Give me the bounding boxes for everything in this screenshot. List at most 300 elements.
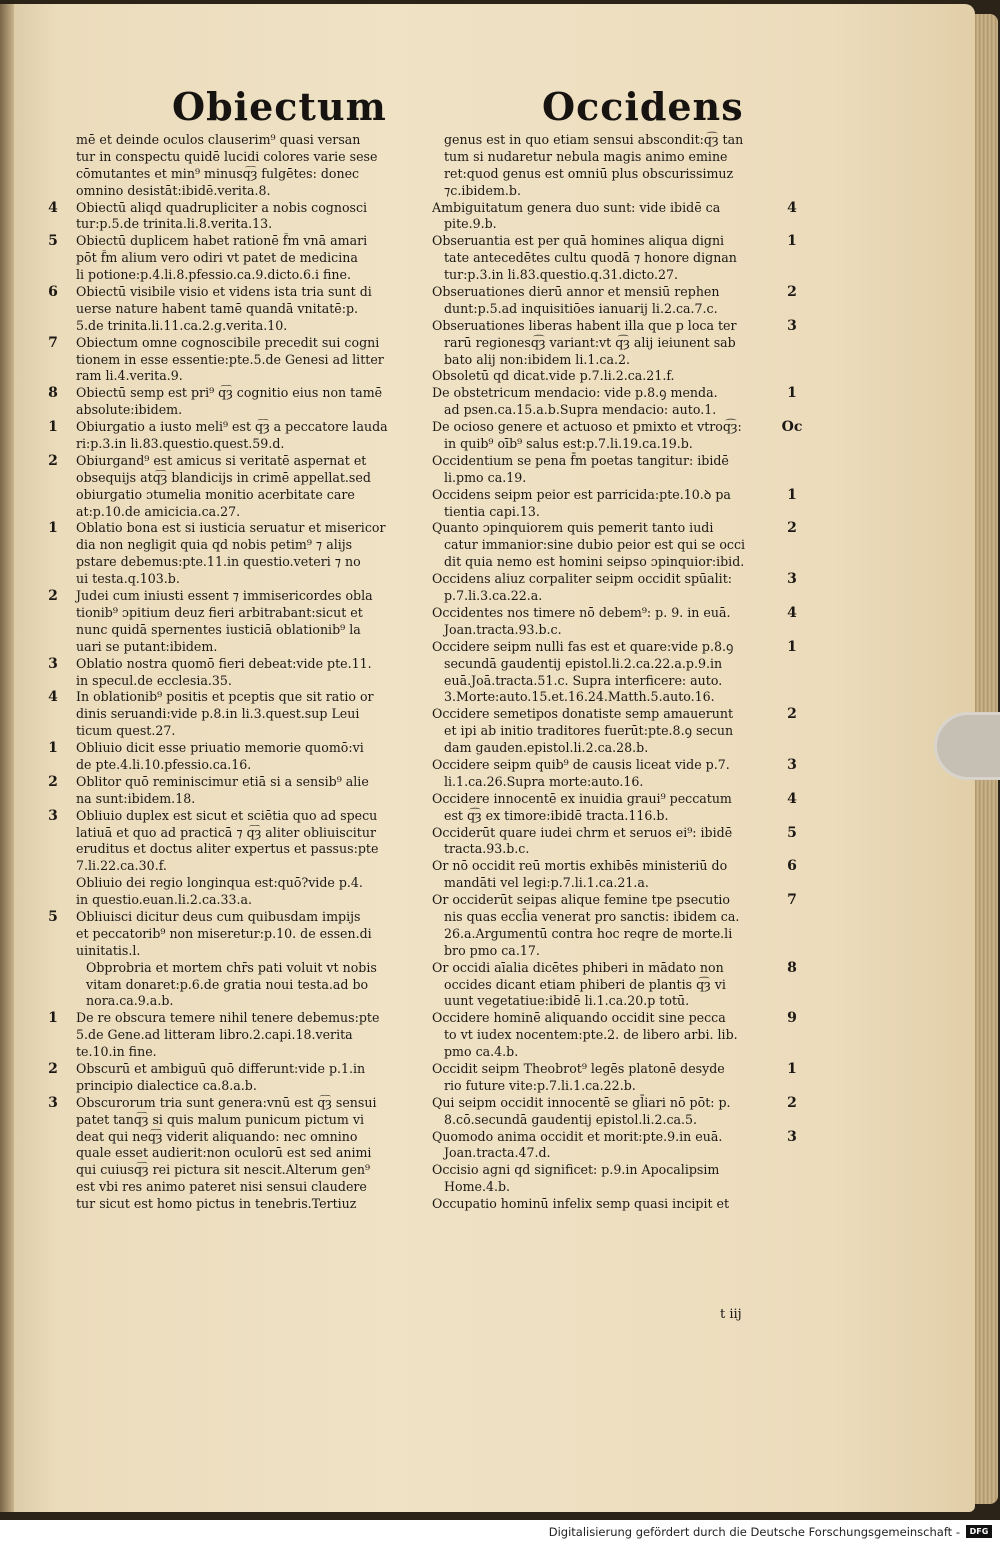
- text-line: [44, 453, 436, 470]
- text-line: [428, 1027, 818, 1044]
- entry-number: 1: [787, 233, 797, 250]
- text-line: [428, 960, 818, 977]
- text-line: [44, 166, 436, 183]
- text-line: [44, 791, 436, 808]
- entry-text: vitam donaret:p.6.de gratia noui testa.ad bo: [86, 976, 369, 992]
- entry-text: Obseruantia est per quā homines aliqua digni: [432, 233, 725, 249]
- entry-text: est q͡ȝ ex timore:ibidē tracta.116.b.: [444, 807, 669, 823]
- entry-text: Obliuio dicit esse priuatio memorie quomō:vi: [76, 740, 364, 756]
- signature-mark: t iij: [720, 1307, 742, 1322]
- text-line: [44, 436, 436, 453]
- entry-text: tur in conspectu quidē lucidi colores varie sese: [76, 148, 378, 164]
- text-line: [428, 706, 818, 723]
- text-line: [44, 470, 436, 487]
- entry-text: ad psen.ca.15.a.b.Supra mendacio: auto.1.: [444, 402, 717, 418]
- entry-text: pmo ca.4.b.: [444, 1044, 519, 1060]
- text-line: [428, 926, 818, 943]
- text-line: [428, 656, 818, 673]
- text-line: [44, 149, 436, 166]
- entry-text: pōt f̄m alium vero odiri vt patet de medicina: [76, 250, 358, 266]
- text-line: [44, 368, 436, 385]
- entry-text: Occidentium se pena f̄m poetas tangitur: ibidē: [432, 452, 729, 468]
- entry-text: ticum quest.27.: [76, 723, 176, 739]
- text-line: [44, 960, 436, 977]
- entry-text: cōmutantes et min⁹ minusq͡ȝ fulgētes: donec: [76, 165, 360, 181]
- entry-number: 4: [787, 604, 797, 621]
- text-line: [44, 808, 436, 825]
- entry-text: in specul.de ecclesia.35.: [76, 672, 232, 688]
- entry-text: catur immanior:sine dubio peior est qui se occi: [444, 537, 746, 553]
- text-line: [428, 892, 818, 909]
- text-line: [428, 1112, 818, 1129]
- entry-number: 5: [787, 824, 797, 841]
- entry-number: 7: [787, 892, 797, 909]
- entry-text: tracta.93.b.c.: [444, 841, 530, 857]
- entry-text: tum si nudaretur nebula magis animo emine: [444, 148, 728, 164]
- dfg-logo: DFG: [966, 1525, 992, 1538]
- entry-number: 3: [48, 807, 58, 824]
- entry-number: 8: [787, 959, 797, 976]
- entry-text: principio dialectice ca.8.a.b.: [76, 1077, 257, 1093]
- text-line: [428, 1196, 818, 1213]
- text-line: [428, 183, 818, 200]
- text-line: [428, 723, 818, 740]
- text-line: [44, 639, 436, 656]
- entry-number: 7: [48, 334, 58, 351]
- text-line: [428, 1078, 818, 1095]
- entry-text: et ipi ab initio traditores fuerūt:pte.8.ꝯ secun: [444, 723, 734, 739]
- entry-text: at:p.10.de amicicia.ca.27.: [76, 503, 241, 519]
- text-line: [428, 335, 818, 352]
- entry-text: et peccatorib⁹ non miseretur:p.10. de essen.di: [76, 925, 372, 941]
- entry-text: Obiectū semp est pri⁹ q͡ȝ cognitio eius non tamē: [76, 385, 383, 401]
- text-line: [428, 588, 818, 605]
- entry-text: Obiurgand⁹ est amicus si veritatē aspernat et: [76, 452, 367, 468]
- entry-text: 7.li.22.ca.30.f.: [76, 858, 167, 874]
- entry-text: In oblationib⁹ positis et pceptis que sit ratio or: [76, 689, 374, 705]
- text-line: [428, 267, 818, 284]
- entry-number: 6: [48, 284, 58, 301]
- entry-text: Occidere innocentē ex inuidia graui⁹ peccatum: [432, 790, 732, 806]
- entry-text: Occidens aliuz corpaliter seipm occidit spūalit:: [432, 571, 733, 587]
- text-line: [44, 571, 436, 588]
- text-line: [44, 335, 436, 352]
- entry-text: De re obscura temere nihil tenere debemus:pte: [76, 1010, 380, 1026]
- text-line: [428, 825, 818, 842]
- entry-text: obiurgatio ɔtumelia monitio acerbitate care: [76, 486, 355, 502]
- text-line: [44, 520, 436, 537]
- entry-text: Obseruationes liberas habent illa que p loca ter: [432, 317, 737, 333]
- entry-text: 5.de trinita.li.11.ca.2.g.verita.10.: [76, 317, 288, 333]
- entry-number: 2: [787, 520, 797, 537]
- text-line: [428, 385, 818, 402]
- entry-text: uari se putant:ibidem.: [76, 638, 218, 654]
- entry-number: 4: [787, 790, 797, 807]
- entry-text: Obiurgatio a iusto meli⁹ est q͡ȝ a peccatore lauda: [76, 419, 388, 435]
- entry-number: 4: [48, 199, 58, 216]
- text-line: [44, 1078, 436, 1095]
- text-line: [44, 673, 436, 690]
- entry-number: 5: [48, 233, 58, 250]
- entry-text: Occidens seipm peior est parricida:pte.10.ꝺ pa: [432, 486, 731, 502]
- entry-text: uerse nature habent tamē quandā vnitatē:p.: [76, 300, 359, 316]
- text-line: [44, 723, 436, 740]
- entry-text: Obiectū duplicem habet rationē f̄m vnā amari: [76, 233, 368, 249]
- text-line: [428, 250, 818, 267]
- text-line: [428, 318, 818, 335]
- text-line: [428, 858, 818, 875]
- text-line: [428, 909, 818, 926]
- entry-text: li potione:p.4.li.8.pfessio.ca.9.dicto.6.i fine.: [76, 267, 351, 283]
- entry-text: qui cuiusq͡ȝ rei pictura sit nescit.Alterum gen⁹: [76, 1162, 371, 1178]
- text-line: [428, 740, 818, 757]
- text-line: [428, 774, 818, 791]
- text-line: [44, 774, 436, 791]
- entry-number: 2: [787, 284, 797, 301]
- entry-text: ui testa.q.103.b.: [76, 571, 180, 587]
- text-line: [44, 352, 436, 369]
- text-line: [44, 284, 436, 301]
- entry-text: absolute:ibidem.: [76, 402, 183, 418]
- entry-number: 2: [48, 588, 58, 605]
- entry-text: Ambiguitatum genera duo sunt: vide ibidē ca: [432, 199, 721, 215]
- text-line: [44, 977, 436, 994]
- entry-text: tur sicut est homo pictus in tenebris.Tertiuz: [76, 1196, 357, 1212]
- text-line: [428, 301, 818, 318]
- page-clip: [934, 712, 1000, 780]
- text-line: [428, 791, 818, 808]
- text-line: [428, 757, 818, 774]
- entry-text: Qui seipm occidit innocentē se gl̄iari nō pōt: p.: [432, 1094, 731, 1110]
- entry-text: li.pmo ca.19.: [444, 469, 527, 485]
- text-line: [44, 554, 436, 571]
- text-line: [44, 1129, 436, 1146]
- entry-text: nis quas eccl̄ia venerat pro sanctis: ibidem ca.: [444, 908, 740, 924]
- text-line: [44, 689, 436, 706]
- entry-number: 1: [48, 419, 58, 436]
- entry-text: tur:p.5.de trinita.li.8.verita.13.: [76, 216, 273, 232]
- entry-number: 9: [787, 1010, 797, 1027]
- running-head-left: Obiectum: [172, 84, 387, 129]
- text-line: [44, 537, 436, 554]
- entry-text: Quanto ɔpinquiorem quis pemerit tanto iudi: [432, 520, 714, 536]
- text-line: [44, 301, 436, 318]
- entry-text: omnino desistāt:ibidē.verita.8.: [76, 182, 271, 198]
- text-line: [44, 200, 436, 217]
- entry-text: Obliuisci dicitur deus cum quibusdam impijs: [76, 908, 361, 924]
- text-line: [428, 673, 818, 690]
- entry-number: Oc: [781, 419, 803, 436]
- text-line: [44, 858, 436, 875]
- text-line: [44, 1179, 436, 1196]
- entry-text: dam gauden.epistol.li.2.ca.28.b.: [444, 740, 649, 756]
- entry-number: 4: [787, 199, 797, 216]
- text-line: [428, 1010, 818, 1027]
- text-line: [44, 1044, 436, 1061]
- entry-text: Or nō occidit reū mortis exhibēs ministeriū do: [432, 858, 728, 874]
- text-line: [428, 622, 818, 639]
- entry-text: bro pmo ca.17.: [444, 942, 540, 958]
- entry-number: 3: [787, 317, 797, 334]
- entry-text: dinis seruandi:vide p.8.in li.3.quest.sup Leui: [76, 706, 360, 722]
- entry-text: Obscurū et ambiguū quō differunt:vide p.1.in: [76, 1060, 366, 1076]
- text-line: [44, 588, 436, 605]
- text-line: [44, 943, 436, 960]
- text-line: [44, 993, 436, 1010]
- entry-text: uinitatis.l.: [76, 942, 141, 958]
- text-line: [428, 1179, 818, 1196]
- entry-text: Obseruationes dierū annor et mensiū rephen: [432, 284, 720, 300]
- entry-text: Obsoletū qd dicat.vide p.7.li.2.ca.21.f.: [432, 368, 675, 384]
- text-line: [428, 166, 818, 183]
- entry-number: 2: [48, 1060, 58, 1077]
- entry-number: 6: [787, 858, 797, 875]
- entry-number: 8: [48, 385, 58, 402]
- entry-text: Occisio agni qd significet: p.9.in Apocalipsim: [432, 1162, 720, 1178]
- entry-text: eruditus et doctus aliter expertus et passus:pte: [76, 841, 379, 857]
- entry-text: Joan.tracta.93.b.c.: [444, 621, 562, 637]
- text-line: [44, 402, 436, 419]
- running-head-right: Occidens: [542, 84, 744, 129]
- text-line: [44, 385, 436, 402]
- entry-text: quale esset audierit:non oculorū est sed animi: [76, 1145, 372, 1161]
- entry-text: Joan.tracta.47.d.: [444, 1145, 551, 1161]
- entry-text: tientia capi.13.: [444, 503, 540, 519]
- entry-text: 5.de Gene.ad litteram libro.2.capi.18.verita: [76, 1027, 353, 1043]
- text-line: [428, 284, 818, 301]
- entry-number: 1: [787, 638, 797, 655]
- text-line: [44, 132, 436, 149]
- text-line: [428, 689, 818, 706]
- entry-number: 2: [48, 452, 58, 469]
- text-line: [44, 267, 436, 284]
- text-line: [428, 554, 818, 571]
- text-line: [44, 1196, 436, 1213]
- entry-text: 8.cō.secundā gaudentij epistol.li.2.ca.5.: [444, 1111, 698, 1127]
- text-line: [428, 875, 818, 892]
- entry-number: 1: [787, 1060, 797, 1077]
- text-line: [428, 470, 818, 487]
- text-line: [428, 132, 818, 149]
- entry-text: to vt iudex nocentem:pte.2. de libero arbi. lib.: [444, 1027, 738, 1043]
- entry-number: 3: [787, 1128, 797, 1145]
- text-line: [44, 419, 436, 436]
- text-line: [44, 1061, 436, 1078]
- book-gutter: [0, 4, 14, 1512]
- entry-number: 5: [48, 908, 58, 925]
- text-line: [44, 706, 436, 723]
- entry-text: occides dicant etiam phiberi de plantis q͡ȝ vi: [444, 976, 726, 992]
- entry-text: Oblatio nostra quomō fieri debeat:vide pte.11.: [76, 655, 372, 671]
- text-line: [44, 656, 436, 673]
- entry-text: Occidit seipm Theobrot⁹ legēs platonē desyde: [432, 1060, 725, 1076]
- text-line: [44, 926, 436, 943]
- entry-text: tionem in esse essentie:pte.5.de Genesi ad litter: [76, 351, 384, 367]
- entry-text: obsequijs atq͡ȝ blandicijs in crimē appellat.sed: [76, 469, 371, 485]
- entry-text: in quib⁹ oīb⁹ salus est:p.7.li.19.ca.19.b.: [444, 436, 693, 452]
- text-line: [428, 1129, 818, 1146]
- text-line: [428, 520, 818, 537]
- entry-number: 3: [48, 655, 58, 672]
- entry-text: na sunt:ibidem.18.: [76, 790, 196, 806]
- text-line: [428, 402, 818, 419]
- text-line: [44, 757, 436, 774]
- entry-text: Oblitor quō reminiscimur etiā si a sensib⁹ alie: [76, 773, 369, 789]
- entry-text: nora.ca.9.a.b.: [86, 993, 174, 1009]
- entry-text: Obiectū visibile visio et videns ista tria sunt di: [76, 284, 372, 300]
- entry-text: de pte.4.li.10.pfessio.ca.16.: [76, 756, 252, 772]
- entry-text: De obstetricum mendacio: vide p.8.ꝯ menda.: [432, 385, 718, 401]
- entry-text: Or occidi aīalia dicētes phiberi in mādato non: [432, 959, 724, 975]
- entry-text: uunt vegetatiue:ibidē li.1.ca.20.p totū.: [444, 993, 690, 1009]
- entry-text: 3.Morte:auto.15.et.16.24.Matth.5.auto.16.: [444, 689, 715, 705]
- entry-text: latiuā et quo ad practicā ⁊ q͡ȝ aliter obliuiscitur: [76, 824, 376, 840]
- entry-text: ri:p.3.in li.83.questio.quest.59.d.: [76, 436, 285, 452]
- right-column: [428, 132, 818, 1213]
- text-line: [428, 841, 818, 858]
- text-line: [428, 453, 818, 470]
- entry-text: Occidere hominē aliquando occidit sine pecca: [432, 1010, 726, 1026]
- text-line: [44, 1145, 436, 1162]
- entry-text: Judei cum iniusti essent ⁊ immisericordes obla: [76, 588, 373, 604]
- text-line: [44, 318, 436, 335]
- text-line: [428, 504, 818, 521]
- entry-text: Home.4.b.: [444, 1179, 511, 1195]
- text-line: [44, 504, 436, 521]
- entry-text: deat qui neq͡ȝ viderit aliquando: nec omnino: [76, 1128, 358, 1144]
- entry-text: nunc quidā spernentes iusticiā oblationib⁹ la: [76, 621, 361, 637]
- text-line: [428, 571, 818, 588]
- text-line: [44, 909, 436, 926]
- entry-text: tate antecedētes cultu quodā ⁊ honore dignan: [444, 250, 737, 266]
- text-line: [428, 149, 818, 166]
- text-line: [44, 216, 436, 233]
- text-line: [428, 216, 818, 233]
- entry-text: Obprobria et mortem chr̄s pati voluit vt nobis: [86, 959, 377, 975]
- entry-number: 2: [48, 773, 58, 790]
- entry-text: Occiderūt quare iudei chrm et seruos ei⁹: ibidē: [432, 824, 733, 840]
- book-page: [0, 4, 975, 1512]
- text-line: [428, 1061, 818, 1078]
- entry-text: genus est in quo etiam sensui abscondit:q͡ȝ tan: [444, 132, 744, 147]
- entry-text: Obliuio duplex est sicut et sciētia quo ad specu: [76, 807, 378, 823]
- text-line: [44, 233, 436, 250]
- entry-number: 2: [787, 706, 797, 723]
- text-line: [44, 740, 436, 757]
- entry-text: mē et deinde oculos clauserim⁹ quasi versan: [76, 132, 361, 147]
- entry-number: 3: [48, 1094, 58, 1111]
- entry-text: Occidere seipm quib⁹ de causis liceat vide p.7.: [432, 756, 730, 772]
- entry-text: secundā gaudentij epistol.li.2.ca.22.a.p.9.in: [444, 655, 723, 671]
- entry-text: tionib⁹ ɔpitium deuz fieri arbitrabant:sicut et: [76, 604, 363, 620]
- entry-text: Occidere semetipos donatiste semp amauerunt: [432, 706, 734, 722]
- text-line: [428, 808, 818, 825]
- entry-text: euā.Joā.tracta.51.c. Supra interficere: auto.: [444, 672, 723, 688]
- text-line: [44, 487, 436, 504]
- entry-text: Obliuio dei regio longinqua est:quō?vide p.4.: [76, 875, 363, 891]
- text-line: [428, 233, 818, 250]
- text-line: [428, 639, 818, 656]
- text-line: [44, 892, 436, 909]
- entry-text: dunt:p.5.ad inquisitiōes ianuarij li.2.ca.7.c.: [444, 300, 718, 316]
- text-line: [428, 1145, 818, 1162]
- text-line: [428, 943, 818, 960]
- text-line: [428, 605, 818, 622]
- text-line: [428, 993, 818, 1010]
- entry-text: te.10.in fine.: [76, 1044, 157, 1060]
- entry-text: De ocioso genere et actuoso et pmixto et vtroq͡ȝ:: [432, 419, 742, 435]
- entry-text: 26.a.Argumentū contra hoc reqre de morte.li: [444, 925, 733, 941]
- entry-text: Or occiderūt seipas alique femine tpe psecutio: [432, 892, 730, 908]
- footer-credit: Digitalisierung gefördert durch die Deutsche Forschungsgemeinschaft -: [548, 1525, 960, 1539]
- entry-text: in questio.euan.li.2.ca.33.a.: [76, 892, 253, 908]
- text-line: [44, 183, 436, 200]
- entry-text: p.7.li.3.ca.22.a.: [444, 588, 543, 604]
- text-line: [428, 352, 818, 369]
- entry-text: Occidentes nos timere nō debem⁹: p. 9. in euā.: [432, 604, 731, 620]
- text-line: [44, 875, 436, 892]
- entry-number: 1: [48, 740, 58, 757]
- entry-number: 3: [787, 571, 797, 588]
- entry-text: li.1.ca.26.Supra morte:auto.16.: [444, 773, 644, 789]
- text-line: [44, 1095, 436, 1112]
- text-line: [44, 841, 436, 858]
- entry-text: patet tanq͡ȝ si quis malum punicum pictum vi: [76, 1111, 364, 1127]
- entry-number: 1: [48, 520, 58, 537]
- entry-text: dia non negligit quia qd nobis petim⁹ ⁊ alijs: [76, 537, 353, 553]
- text-line: [428, 537, 818, 554]
- entry-text: Occidere seipm nulli fas est et quare:vide p.8.ꝯ: [432, 638, 734, 654]
- text-line: [44, 1010, 436, 1027]
- entry-text: dit quia nemo est homini seipso ɔpinquior:ibid.: [444, 554, 745, 570]
- text-line: [428, 487, 818, 504]
- footer-bar: [0, 1520, 1000, 1544]
- entry-text: mandāti vel legi:p.7.li.1.ca.21.a.: [444, 875, 649, 891]
- entry-text: ram li.4.verita.9.: [76, 368, 183, 384]
- entry-number: 1: [787, 486, 797, 503]
- text-line: [44, 250, 436, 267]
- text-line: [428, 200, 818, 217]
- entry-number: 3: [787, 756, 797, 773]
- entry-text: Obscurorum tria sunt genera:vnū est q͡ȝ sensui: [76, 1094, 377, 1110]
- entry-number: 2: [787, 1094, 797, 1111]
- entry-number: 1: [787, 385, 797, 402]
- text-line: [428, 977, 818, 994]
- text-line: [428, 368, 818, 385]
- text-line: [44, 605, 436, 622]
- text-line: [428, 1044, 818, 1061]
- text-line: [44, 1162, 436, 1179]
- text-line: [44, 1027, 436, 1044]
- text-line: [44, 1112, 436, 1129]
- entry-text: est vbi res animo pateret nisi sensui claudere: [76, 1179, 367, 1195]
- entry-text: ⁊c.ibidem.b.: [444, 182, 521, 198]
- text-line: [44, 622, 436, 639]
- entry-text: pite.9.b.: [444, 216, 497, 232]
- entry-text: Obiectum omne cognoscibile precedit sui cogni: [76, 334, 380, 350]
- text-line: [44, 825, 436, 842]
- text-line: [428, 436, 818, 453]
- entry-text: Occupatio hominū infelix semp quasi incipit et: [432, 1196, 730, 1212]
- entry-text: rio future vite:p.7.li.1.ca.22.b.: [444, 1077, 636, 1093]
- text-line: [428, 419, 818, 436]
- text-line: [428, 1095, 818, 1112]
- entry-text: tur:p.3.in li.83.questio.q.31.dicto.27.: [444, 267, 678, 283]
- entry-text: rarū regionesq͡ȝ variant:vt q͡ȝ alij ieiunent sab: [444, 334, 736, 350]
- entry-number: 4: [48, 689, 58, 706]
- entry-text: Obiectū aliqd quadrupliciter a nobis cognosci: [76, 199, 368, 215]
- entry-number: 1: [48, 1010, 58, 1027]
